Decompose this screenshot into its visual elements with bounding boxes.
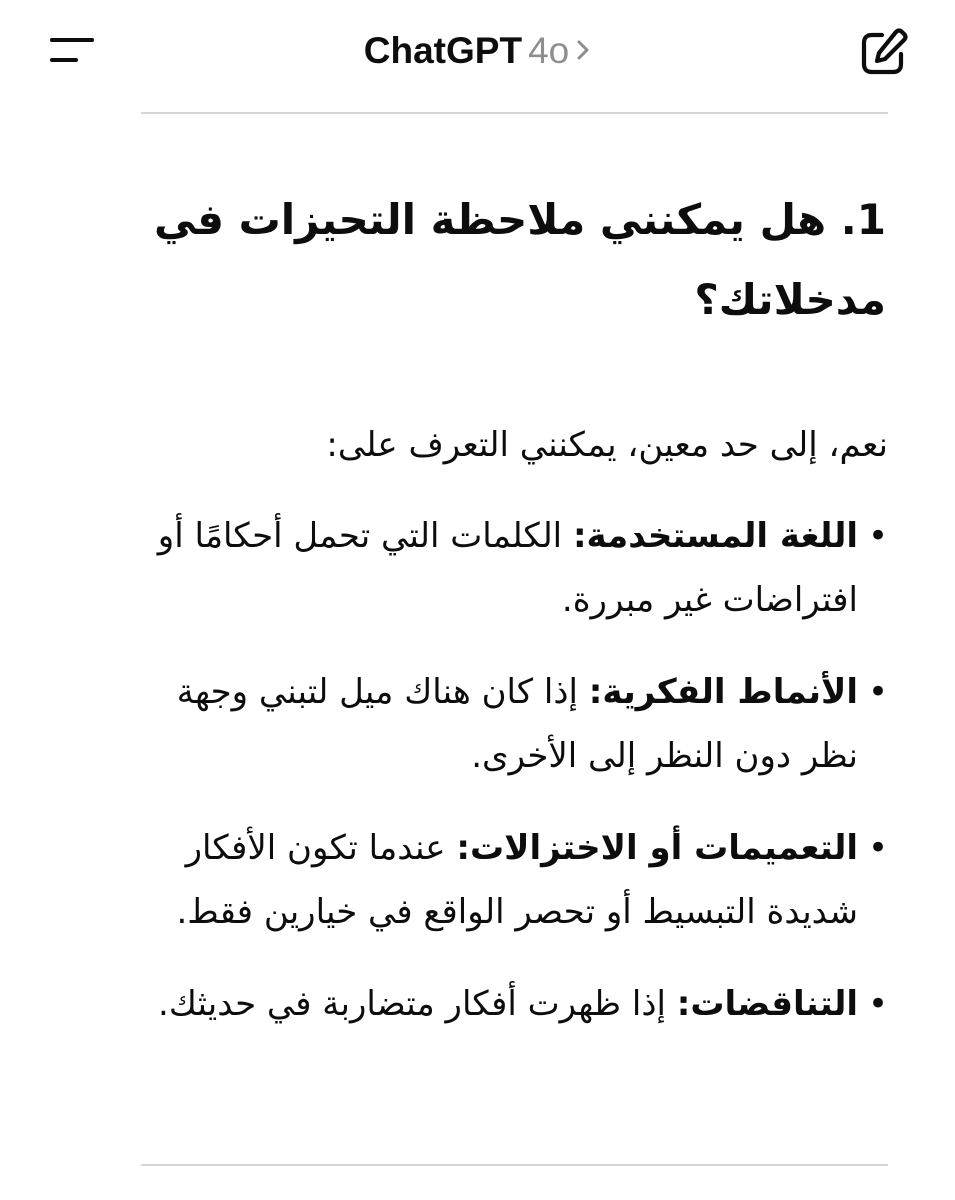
list-item bbox=[141, 816, 888, 944]
top-bar bbox=[0, 0, 955, 113]
list-item bbox=[141, 972, 888, 1036]
bullet-term: التناقضات: bbox=[676, 984, 858, 1024]
bullet-text: عندما تكون الأفكار شديدة التبسيط أو تحصر الواقع في خيارين فقط. bbox=[176, 828, 858, 932]
app-title: ChatGPT bbox=[363, 30, 523, 71]
new-chat-icon[interactable] bbox=[856, 26, 910, 80]
model-selector[interactable] bbox=[0, 26, 955, 76]
bullet-text: الكلمات التي تحمل أحكامًا أو افتراضات غير مبررة. bbox=[157, 516, 858, 620]
bullet-icon: • bbox=[867, 984, 888, 1024]
intro-text: نعم، إلى حد معين، يمكنني التعرف على: bbox=[326, 425, 888, 465]
bullet-list bbox=[141, 504, 888, 1036]
bullet-term: الأنماط الفكرية: bbox=[588, 672, 858, 712]
list-item bbox=[141, 504, 888, 632]
list-item bbox=[141, 660, 888, 788]
bullet-text: إذا ظهرت أفكار متضاربة في حديثك. bbox=[158, 984, 677, 1024]
bullet-icon: • bbox=[867, 672, 888, 712]
bullet-term: اللغة المستخدمة: bbox=[572, 516, 858, 556]
header-divider bbox=[141, 112, 888, 114]
section-heading: 1. هل يمكنني ملاحظة التحيزات في مدخلاتك؟ bbox=[153, 195, 886, 324]
bullet-text: إذا كان هناك ميل لتبني وجهة نظر دون النظر إلى الأخرى. bbox=[176, 672, 858, 776]
model-name: 4o bbox=[528, 30, 570, 71]
bullet-icon: • bbox=[867, 516, 888, 556]
assistant-message bbox=[141, 180, 888, 1064]
bullet-term: التعميمات أو الاختزالات: bbox=[456, 828, 858, 868]
bullet-icon: • bbox=[867, 828, 888, 868]
chevron-right-icon bbox=[575, 25, 591, 75]
footer-divider bbox=[141, 1164, 888, 1166]
